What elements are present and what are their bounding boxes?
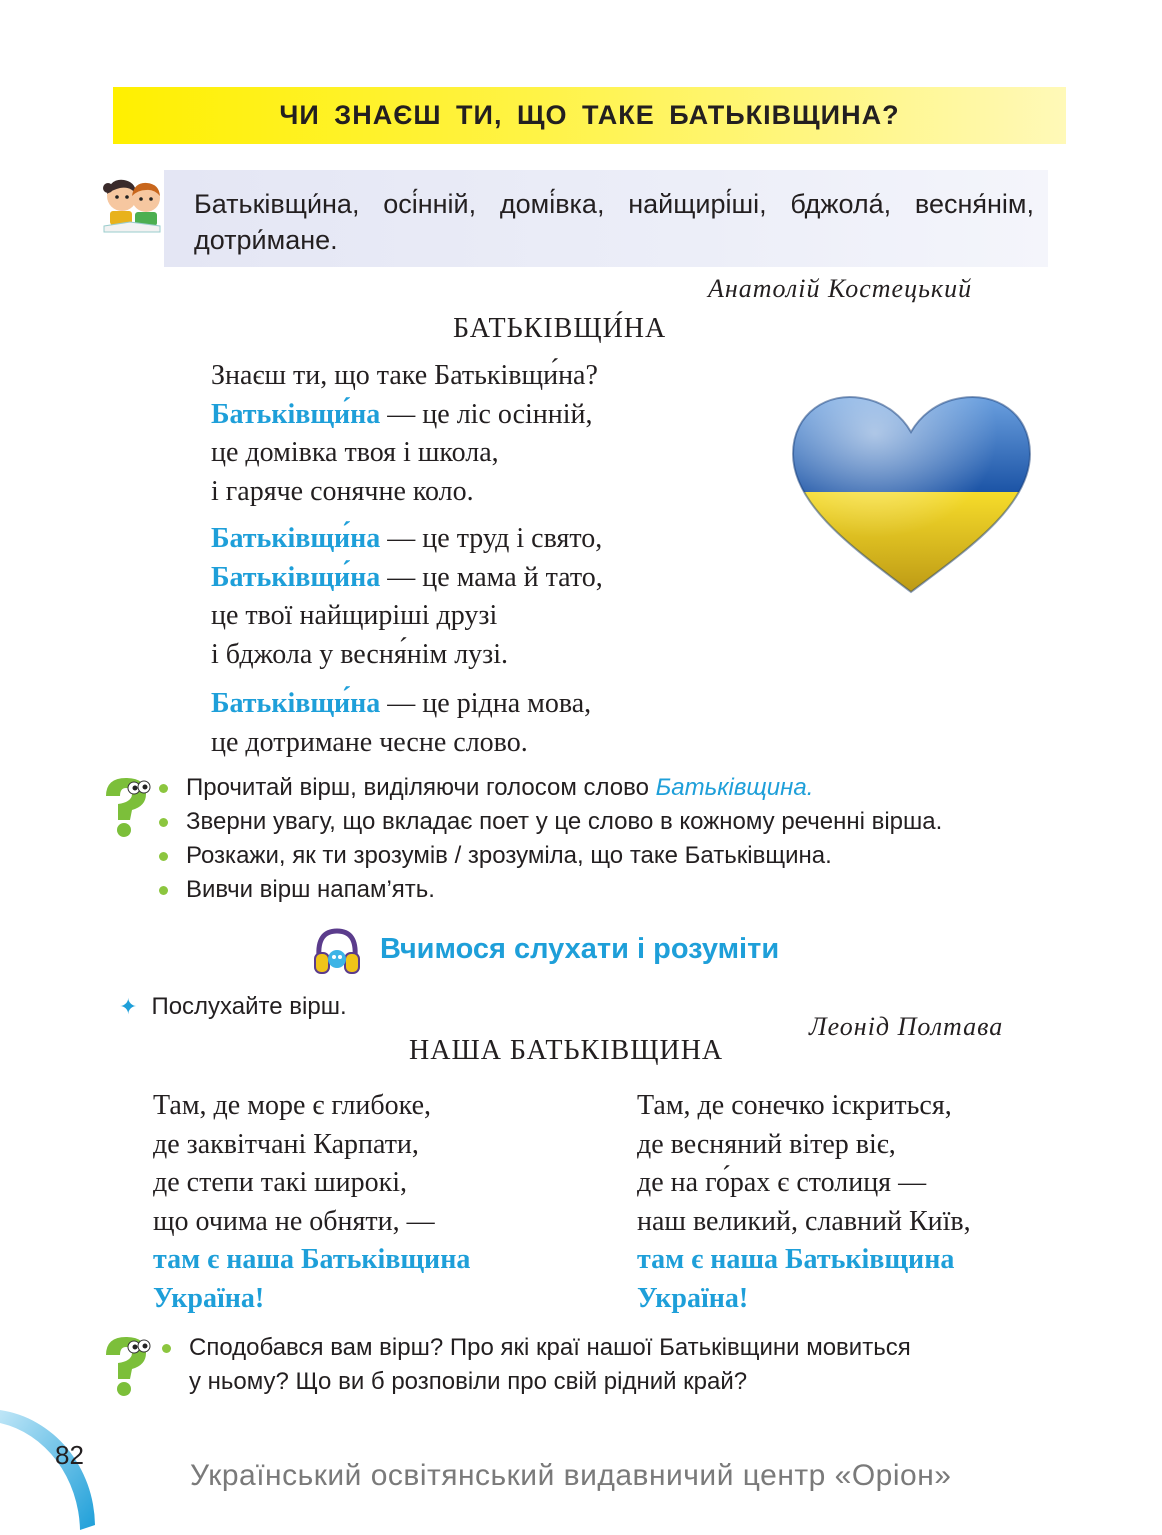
poem1-title: БАТЬКІВЩИ́НА <box>453 313 667 344</box>
publisher-footer: Український освітянський видавничий центр «Оріон» <box>190 1459 952 1492</box>
poem-line-highlight: там є наша Батьківщина <box>637 1244 955 1275</box>
section-heading: Вчимося слухати і розуміти <box>380 933 780 965</box>
poem-line-text: — це труд і свято, <box>380 523 603 554</box>
poem-line: наш великий, славний Київ, <box>637 1205 971 1237</box>
task-highlight-word: Батьківщина. <box>655 774 814 801</box>
tasks-list-1 <box>156 771 942 907</box>
task-item <box>159 1331 911 1399</box>
poem-line: де на го́рах є столиця — <box>637 1167 927 1198</box>
poem-line: де степи такі широкі, <box>153 1167 408 1198</box>
poem2-title: НАША БАТЬКІВЩИНА <box>409 1035 724 1066</box>
poem-line: Знаєш ти, що таке Батьківщи́на? <box>211 360 598 391</box>
question-mark-character-icon <box>100 1333 156 1399</box>
poem-line: де заквітчані Карпати, <box>153 1128 419 1160</box>
page-number: 82 <box>55 1440 84 1470</box>
poem-line: і гаряче сонячне коло. <box>211 475 474 507</box>
poem-line-highlight: Україна! <box>153 1282 265 1314</box>
poem-highlight-word: Батьківщи́на <box>211 561 381 593</box>
poem-highlight-word: Батьківщи́на <box>211 398 381 430</box>
task-item: Розкажи, як ти зрозумів / зрозуміла, що таке Батьківщина. <box>156 839 942 873</box>
poem-line: це дотримане чесне слово. <box>211 726 528 758</box>
poem-line <box>211 396 598 435</box>
listen-instruction <box>119 993 347 1021</box>
poem2-right-column <box>637 1087 971 1318</box>
star-bullet-icon: ✦ <box>119 994 138 1019</box>
poem1-stanza-1 <box>211 357 598 511</box>
headphones-icon <box>312 925 362 977</box>
poem-highlight-word: Батьківщи́на <box>211 523 381 554</box>
poem-highlight-word: Батьківщи́на <box>211 688 381 719</box>
poem2-left-column <box>153 1087 470 1318</box>
poem-line: Там, де сонечко іскриться, <box>637 1090 952 1121</box>
poem-line <box>211 520 603 559</box>
poem-line-text: — це мама й тато, <box>380 561 603 593</box>
title-banner <box>113 87 1066 144</box>
poem-line: де весняний вітер віє, <box>637 1128 896 1160</box>
poem1-author: Анатолій Костецький <box>708 274 973 303</box>
poem1-stanza-2 <box>211 520 603 674</box>
poem-line-highlight: там є наша Батьківщина <box>153 1244 471 1275</box>
task-text: Прочитай вірш, виділяючи голосом слово <box>186 774 656 801</box>
poem2-author: Леонід Полтава <box>809 1012 1004 1041</box>
heart-flag-icon <box>789 392 1034 600</box>
page-title: ЧИ ЗНАЄШ ТИ, ЩО ТАКЕ БАТЬКІВЩИНА? <box>279 100 900 130</box>
poem-line-text: — це рідна мова, <box>380 688 592 719</box>
poem1-stanza-3 <box>211 685 591 762</box>
task-item <box>156 771 942 805</box>
poem-line <box>211 685 591 724</box>
poem-line: це домівка твоя і школа, <box>211 437 499 468</box>
question-mark-character-icon <box>100 774 156 840</box>
poem-line: Там, де море є глибоке, <box>153 1090 431 1121</box>
tasks-list-2 <box>159 1331 911 1399</box>
poem-line: і бджола у весня́нім лузі. <box>211 638 509 670</box>
poem-line-text: — це ліс осінній, <box>380 398 593 430</box>
poem-line-highlight: Україна! <box>637 1282 749 1314</box>
task-text: Сподобався вам вірш? Про які краї нашої Батьківщини мовиться <box>189 1334 911 1361</box>
task-text: у ньому? Що ви б розповіли про свій рідний край? <box>189 1368 748 1395</box>
task-item: Вивчи вірш напам’ять. <box>156 873 942 907</box>
task-item: Зверни увагу, що вкладає поет у це слово в кожному реченні вірша. <box>156 805 942 839</box>
listen-text: Послухайте вірш. <box>151 993 347 1020</box>
children-reading-icon <box>100 172 166 234</box>
poem-line: це твої найщиріші друзі <box>211 600 498 631</box>
poem-line: що очима не обняти, — <box>153 1205 435 1237</box>
vocabulary-text: Батьківщи́на, осі́нній, домі́вка, найщирі́ші, бджола́, весня́нім, дотри́мане. <box>194 189 1034 255</box>
poem-line <box>211 559 603 598</box>
